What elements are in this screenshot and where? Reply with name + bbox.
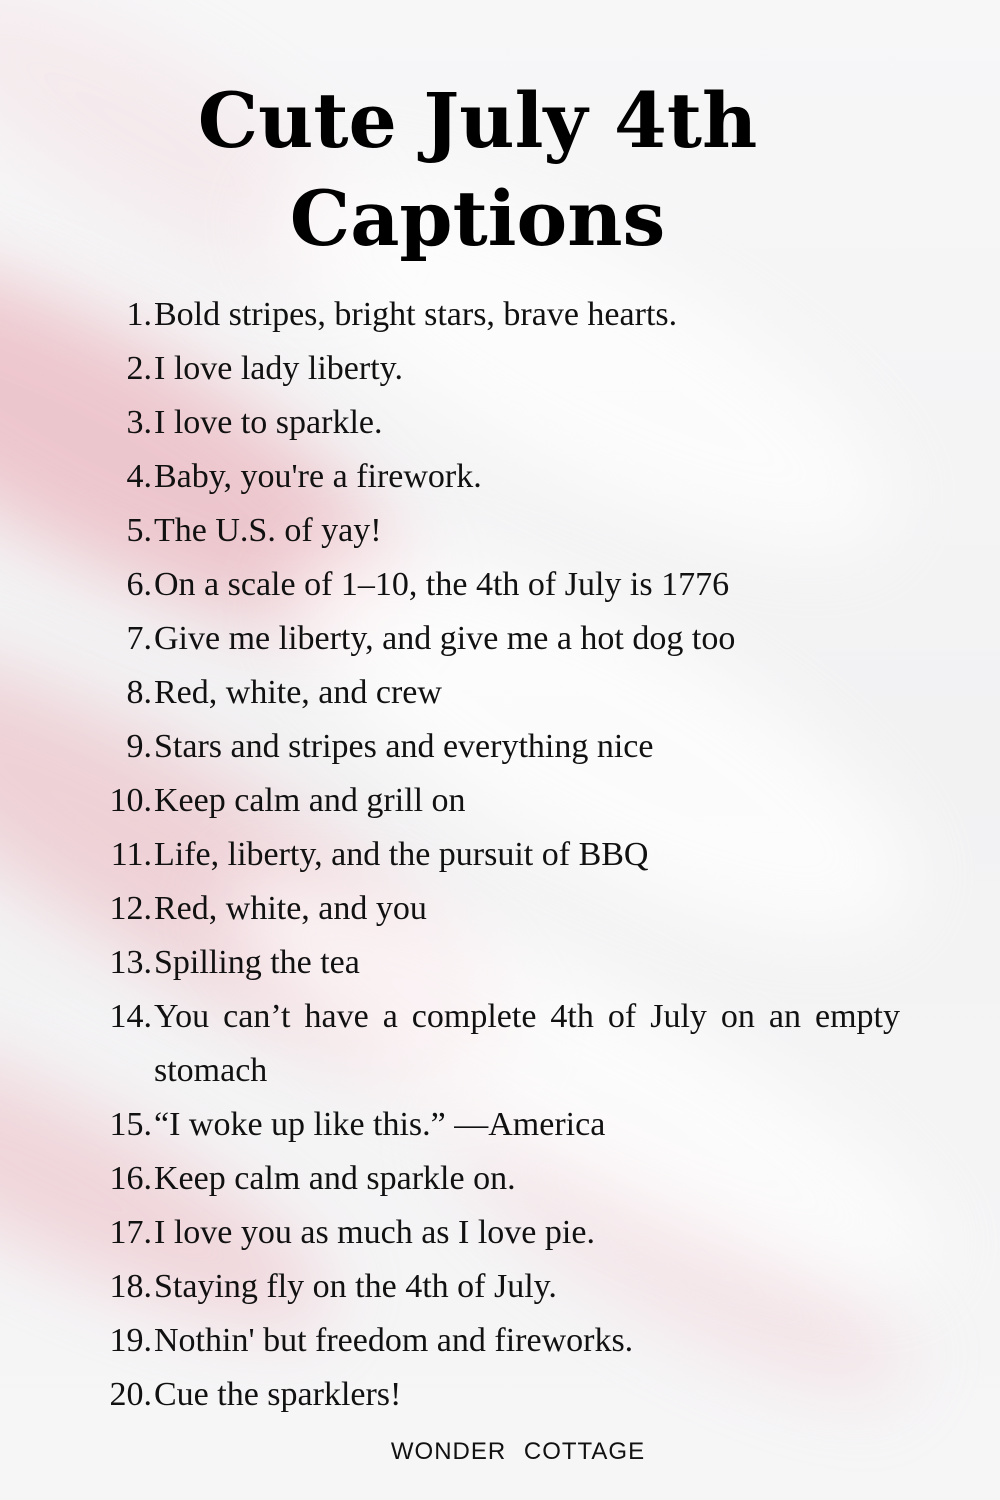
caption-item	[90, 774, 900, 828]
caption-text: “I woke up like this.” —America	[154, 1106, 606, 1143]
caption-number: 16.	[109, 1160, 152, 1197]
caption-text: Nothin' but freedom and fireworks.	[154, 1322, 634, 1359]
caption-number: 5.	[126, 512, 152, 549]
caption-item	[90, 450, 900, 504]
caption-text: Staying fly on the 4th of July.	[154, 1268, 557, 1305]
caption-number: 13.	[109, 944, 152, 981]
caption-number: 19.	[109, 1322, 152, 1359]
caption-number: 4.	[126, 458, 152, 495]
caption-number: 20.	[109, 1376, 152, 1413]
title-line-1: Cute July 4th	[197, 76, 758, 165]
caption-text: Keep calm and grill on	[154, 782, 466, 819]
caption-item	[90, 666, 900, 720]
caption-item	[90, 720, 900, 774]
caption-number: 11.	[110, 836, 152, 873]
caption-text: Cue the sparklers!	[154, 1376, 402, 1413]
caption-number: 2.	[126, 350, 152, 387]
caption-item	[90, 288, 900, 342]
caption-text: Keep calm and sparkle on.	[154, 1160, 516, 1197]
caption-item	[90, 558, 900, 612]
caption-number: 6.	[126, 566, 152, 603]
caption-number: 17.	[109, 1214, 152, 1251]
caption-text: Red, white, and crew	[154, 674, 442, 711]
caption-text: You can’t have a complete 4th of July on an empty stomach	[154, 998, 900, 1089]
caption-number: 14.	[109, 998, 152, 1035]
caption-item	[90, 504, 900, 558]
caption-text: The U.S. of yay!	[154, 512, 382, 549]
caption-item	[90, 1314, 900, 1368]
page-title	[0, 72, 955, 268]
caption-list	[90, 288, 900, 1422]
caption-text: Baby, you're a firework.	[154, 458, 482, 495]
caption-text: I love you as much as I love pie.	[154, 1214, 595, 1251]
brand-name: WONDER COTTAGE	[390, 1438, 646, 1465]
caption-number: 9.	[126, 728, 152, 765]
caption-text: Life, liberty, and the pursuit of BBQ	[154, 836, 649, 873]
caption-item	[90, 1152, 900, 1206]
caption-number: 8.	[126, 674, 152, 711]
caption-text: Red, white, and you	[154, 890, 427, 927]
caption-text: I love to sparkle.	[154, 404, 383, 441]
caption-number: 18.	[109, 1268, 152, 1305]
caption-item	[90, 882, 900, 936]
caption-text: Give me liberty, and give me a hot dog too	[154, 620, 736, 657]
caption-text: I love lady liberty.	[154, 350, 403, 387]
caption-number: 10.	[109, 782, 152, 819]
caption-item	[90, 990, 900, 1098]
caption-item	[90, 396, 900, 450]
caption-item	[90, 1206, 900, 1260]
caption-item	[90, 936, 900, 990]
caption-number: 1.	[126, 296, 152, 333]
caption-item	[90, 1260, 900, 1314]
caption-item	[90, 342, 900, 396]
caption-item	[90, 1368, 900, 1422]
caption-item	[90, 1098, 900, 1152]
caption-item	[90, 612, 900, 666]
caption-number: 15.	[109, 1106, 152, 1143]
caption-text: Spilling the tea	[154, 944, 360, 981]
caption-text: Stars and stripes and everything nice	[154, 728, 654, 765]
caption-number: 12.	[109, 890, 152, 927]
caption-number: 7.	[126, 620, 152, 657]
title-line-2: Captions	[289, 174, 666, 263]
caption-text: On a scale of 1–10, the 4th of July is 1776	[154, 566, 730, 603]
caption-item	[90, 828, 900, 882]
caption-text: Bold stripes, bright stars, brave hearts.	[154, 296, 678, 333]
caption-number: 3.	[126, 404, 152, 441]
